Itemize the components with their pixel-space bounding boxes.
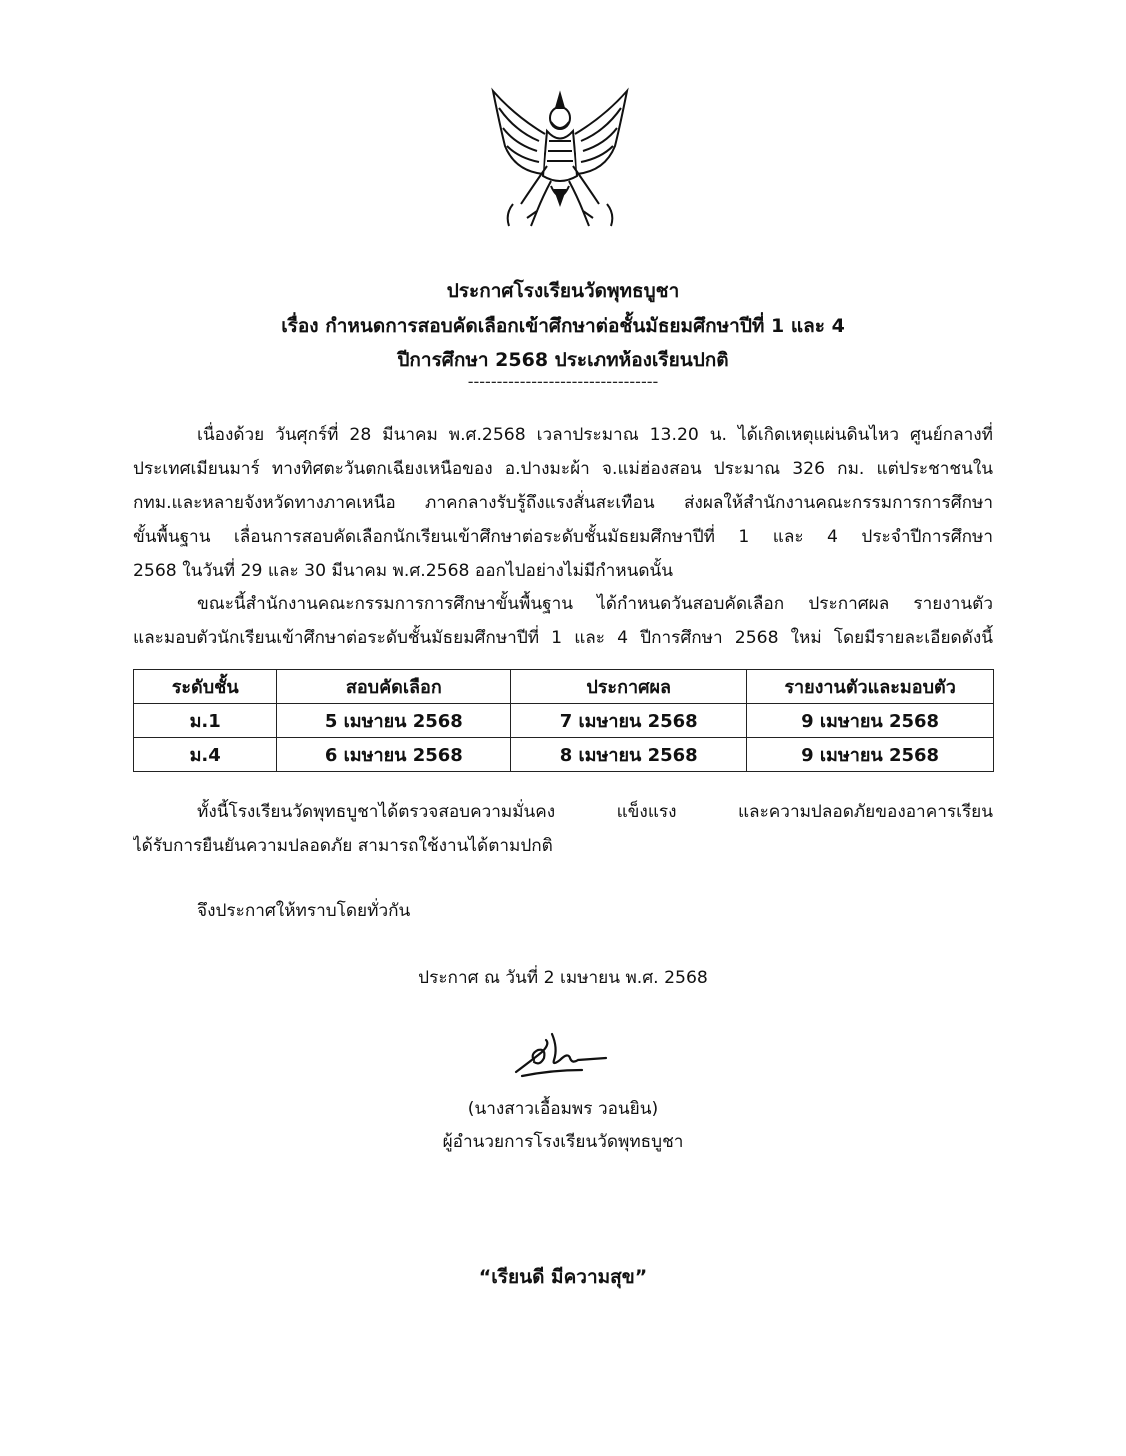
paragraph2-line: และมอบตัวนักเรียนเข้าศึกษาต่อระดับชั้นมัธยมศึกษาปีที่ 1 และ 4 ปีการศึกษา 2568 ใหม่ โดยมีรายละเอียดดังนี้	[133, 628, 993, 648]
paragraph1-line: เนื่องด้วย วันศุกร์ที่ 28 มีนาคม พ.ศ.2568 เวลาประมาณ 13.20 น. ได้เกิดเหตุแผ่นดินไหว ศูนย์กลางที่	[197, 425, 993, 445]
paragraph1-line: ประเทศเมียนมาร์ ทางทิศตะวันตกเฉียงเหนือของ อ.ปางมะผ้า จ.แม่ฮ่องสอน ประมาณ 326 กม. แต่ประชาชนใน	[133, 459, 993, 479]
table-header-row	[134, 670, 994, 704]
paragraph3-line: ได้รับการยืนยันความปลอดภัย สามารถใช้งานได้ตามปกติ	[133, 836, 553, 856]
table-row	[134, 738, 994, 772]
cell-level: ม.4	[134, 738, 277, 772]
cell-results-date: 7 เมษายน 2568	[511, 704, 747, 738]
school-motto: “เรียนดี มีความสุข”	[478, 1266, 648, 1288]
cell-report-date: 9 เมษายน 2568	[747, 704, 994, 738]
cell-report-date: 9 เมษายน 2568	[747, 738, 994, 772]
paragraph-earthquake-notice	[133, 418, 993, 588]
table-row	[134, 704, 994, 738]
cell-results-date: 8 เมษายน 2568	[511, 738, 747, 772]
garuda-emblem-icon	[485, 86, 635, 236]
paragraph1-line: 2568 ในวันที่ 29 และ 30 มีนาคม พ.ศ.2568 ออกไปอย่างไม่มีกำหนดนั้น	[133, 561, 674, 581]
announcement-date: ประกาศ ณ วันที่ 2 เมษายน พ.ศ. 2568	[418, 968, 708, 988]
paragraph1-line: กทม.และหลายจังหวัดทางภาคเหนือ ภาคกลางรับรู้ถึงแรงสั่นสะเทือน ส่งผลให้สำนักงานคณะกรรมการการศึกษา	[133, 493, 993, 513]
paragraph3-line: ทั้งนี้โรงเรียนวัดพุทธบูชาได้ตรวจสอบความมั่นคง แข็งแรง และความปลอดภัยของอาคารเรียน	[197, 802, 993, 822]
paragraph2-line: ขณะนี้สำนักงานคณะกรรมการการศึกษาขั้นพื้นฐาน ได้กำหนดวันสอบคัดเลือก ประกาศผล รายงานตัว	[197, 594, 993, 614]
cell-level: ม.1	[134, 704, 277, 738]
header-level: ระดับชั้น	[134, 670, 277, 704]
header-report: รายงานตัวและมอบตัว	[747, 670, 994, 704]
title-separator: ---------------------------------	[467, 372, 659, 391]
handwritten-signature	[512, 1030, 612, 1080]
title-line-1: ประกาศโรงเรียนวัดพุทธบูชา	[446, 280, 680, 302]
signer-name: (นางสาวเอื้อมพร วอนยิน)	[467, 1099, 659, 1119]
paragraph-closing: จึงประกาศให้ทราบโดยทั่วกัน	[197, 901, 411, 921]
schedule-table	[133, 669, 994, 772]
cell-exam-date: 6 เมษายน 2568	[277, 738, 511, 772]
header-results: ประกาศผล	[511, 670, 747, 704]
paragraph1-line: ขั้นพื้นฐาน เลื่อนการสอบคัดเลือกนักเรียนเข้าศึกษาต่อระดับชั้นมัธยมศึกษาปีที่ 1 และ 4 ประจำปีการศึกษา	[133, 527, 993, 547]
paragraph-new-schedule	[133, 587, 993, 655]
title-line-3: ปีการศึกษา 2568 ประเภทห้องเรียนปกติ	[397, 349, 729, 371]
cell-exam-date: 5 เมษายน 2568	[277, 704, 511, 738]
signer-title: ผู้อำนวยการโรงเรียนวัดพุทธบูชา	[442, 1132, 684, 1152]
header-exam: สอบคัดเลือก	[277, 670, 511, 704]
title-line-2: เรื่อง กำหนดการสอบคัดเลือกเข้าศึกษาต่อชั้นมัธยมศึกษาปีที่ 1 และ 4	[281, 315, 845, 337]
paragraph-building-safety	[133, 795, 993, 863]
